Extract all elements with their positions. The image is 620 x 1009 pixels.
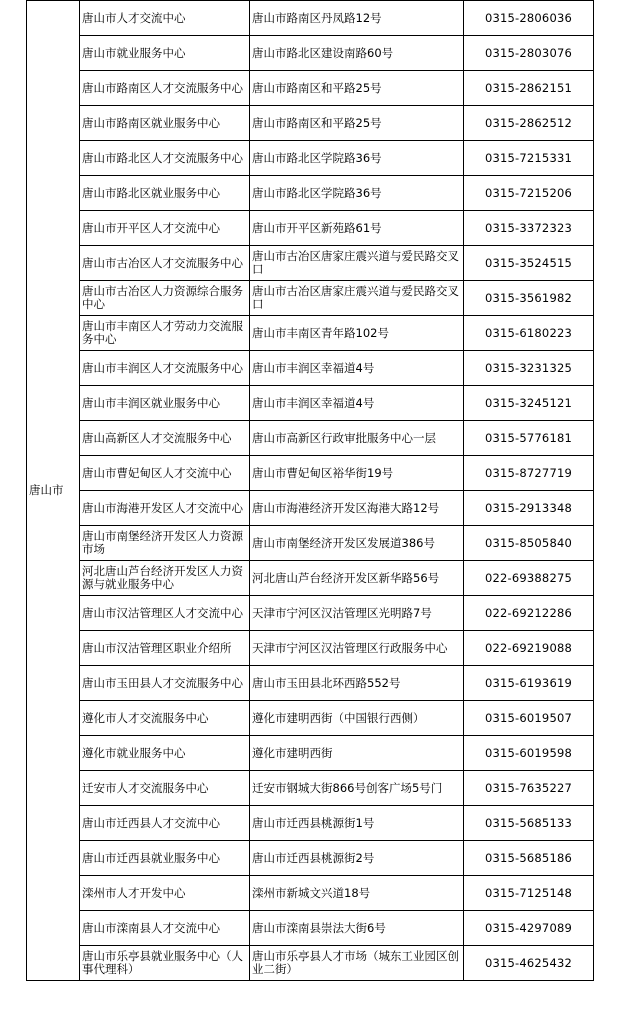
phone-cell: 022-69219088 [464, 631, 594, 666]
phone-cell: 0315-6180223 [464, 316, 594, 351]
phone-cell: 0315-7215331 [464, 141, 594, 176]
table-row [27, 876, 594, 911]
table-row [27, 176, 594, 211]
org-name-cell: 唐山市就业服务中心 [80, 36, 250, 71]
phone-cell: 0315-4625432 [464, 946, 594, 981]
org-name-cell: 唐山市曹妃甸区人才交流中心 [80, 456, 250, 491]
address-cell: 唐山市迁西县桃源街2号 [250, 841, 464, 876]
directory-table [26, 0, 594, 981]
org-name-cell: 唐山市南堡经济开发区人力资源市场 [80, 526, 250, 561]
table-row [27, 946, 594, 981]
phone-cell: 0315-3245121 [464, 386, 594, 421]
address-cell: 唐山市曹妃甸区裕华街19号 [250, 456, 464, 491]
org-name-cell: 唐山市迁西县就业服务中心 [80, 841, 250, 876]
org-name-cell: 唐山市路南区人才交流服务中心 [80, 71, 250, 106]
table-row [27, 806, 594, 841]
table-row [27, 911, 594, 946]
org-name-cell: 迁安市人才交流服务中心 [80, 771, 250, 806]
address-cell: 唐山市丰润区幸福道4号 [250, 351, 464, 386]
phone-cell: 0315-2803076 [464, 36, 594, 71]
org-name-cell: 唐山市丰南区人才劳动力交流服务中心 [80, 316, 250, 351]
address-cell: 唐山市南堡经济开发区发展道386号 [250, 526, 464, 561]
org-name-cell: 唐山市丰润区人才交流服务中心 [80, 351, 250, 386]
address-cell: 唐山市迁西县桃源街1号 [250, 806, 464, 841]
table-row [27, 736, 594, 771]
address-cell: 唐山市古冶区唐家庄震兴道与爱民路交叉口 [250, 246, 464, 281]
address-cell: 天津市宁河区汉沽管理区行政服务中心 [250, 631, 464, 666]
address-cell: 唐山市古冶区唐家庄震兴道与爱民路交叉口 [250, 281, 464, 316]
org-name-cell: 滦州市人才开发中心 [80, 876, 250, 911]
table-row [27, 106, 594, 141]
table-row [27, 841, 594, 876]
address-cell: 唐山市路南区和平路25号 [250, 106, 464, 141]
table-row [27, 71, 594, 106]
org-name-cell: 唐山市路南区就业服务中心 [80, 106, 250, 141]
phone-cell: 0315-5685133 [464, 806, 594, 841]
address-cell: 唐山市路北区学院路36号 [250, 141, 464, 176]
phone-cell: 0315-4297089 [464, 911, 594, 946]
org-name-cell: 唐山市乐亭县就业服务中心（人事代理科） [80, 946, 250, 981]
phone-cell: 0315-7635227 [464, 771, 594, 806]
phone-cell: 0315-2862512 [464, 106, 594, 141]
phone-cell: 0315-6193619 [464, 666, 594, 701]
address-cell: 唐山市乐亭县人才市场（城东工业园区创业二街） [250, 946, 464, 981]
table-row [27, 211, 594, 246]
address-cell: 唐山市滦南县崇法大街6号 [250, 911, 464, 946]
phone-cell: 022-69388275 [464, 561, 594, 596]
address-cell: 唐山市玉田县北环西路552号 [250, 666, 464, 701]
org-name-cell: 唐山市路北区人才交流服务中心 [80, 141, 250, 176]
org-name-cell: 唐山市滦南县人才交流中心 [80, 911, 250, 946]
address-cell: 遵化市建明西街（中国银行西侧） [250, 701, 464, 736]
phone-cell: 0315-2913348 [464, 491, 594, 526]
address-cell: 唐山市海港经济开发区海港大路12号 [250, 491, 464, 526]
phone-cell: 0315-7125148 [464, 876, 594, 911]
phone-cell: 0315-8727719 [464, 456, 594, 491]
table-row [27, 561, 594, 596]
address-cell: 唐山市丰润区幸福道4号 [250, 386, 464, 421]
table-row [27, 526, 594, 561]
org-name-cell: 唐山市迁西县人才交流中心 [80, 806, 250, 841]
org-name-cell: 唐山市古冶区人才交流服务中心 [80, 246, 250, 281]
table-row [27, 456, 594, 491]
table-row [27, 666, 594, 701]
org-name-cell: 唐山市汉沽管理区人才交流中心 [80, 596, 250, 631]
org-name-cell: 唐山市玉田县人才交流服务中心 [80, 666, 250, 701]
table-row [27, 36, 594, 71]
table-row [27, 421, 594, 456]
org-name-cell: 唐山市古冶区人力资源综合服务中心 [80, 281, 250, 316]
org-name-cell: 唐山市路北区就业服务中心 [80, 176, 250, 211]
table-row [27, 316, 594, 351]
org-name-cell: 遵化市人才交流服务中心 [80, 701, 250, 736]
org-name-cell: 唐山市汉沽管理区职业介绍所 [80, 631, 250, 666]
org-name-cell: 唐山高新区人才交流服务中心 [80, 421, 250, 456]
address-cell: 唐山市路南区丹凤路12号 [250, 1, 464, 36]
phone-cell: 0315-5685186 [464, 841, 594, 876]
phone-cell: 0315-2862151 [464, 71, 594, 106]
address-cell: 滦州市新城文兴道18号 [250, 876, 464, 911]
table-row [27, 491, 594, 526]
phone-cell: 0315-3372323 [464, 211, 594, 246]
phone-cell: 0315-5776181 [464, 421, 594, 456]
table-row [27, 141, 594, 176]
org-name-cell: 唐山市开平区人才交流中心 [80, 211, 250, 246]
address-cell: 唐山市路南区和平路25号 [250, 71, 464, 106]
phone-cell: 0315-3231325 [464, 351, 594, 386]
address-cell: 迁安市钢城大街866号创客广场5号门 [250, 771, 464, 806]
address-cell: 唐山市高新区行政审批服务中心一层 [250, 421, 464, 456]
address-cell: 河北唐山芦台经济开发区新华路56号 [250, 561, 464, 596]
table-row [27, 281, 594, 316]
table-row [27, 771, 594, 806]
address-cell: 遵化市建明西街 [250, 736, 464, 771]
address-cell: 唐山市路北区建设南路60号 [250, 36, 464, 71]
phone-cell: 0315-3561982 [464, 281, 594, 316]
phone-cell: 0315-2806036 [464, 1, 594, 36]
table-row [27, 1, 594, 36]
phone-cell: 0315-6019507 [464, 701, 594, 736]
table-row [27, 246, 594, 281]
phone-cell: 0315-7215206 [464, 176, 594, 211]
table-row [27, 631, 594, 666]
address-cell: 唐山市丰南区青年路102号 [250, 316, 464, 351]
phone-cell: 0315-3524515 [464, 246, 594, 281]
org-name-cell: 河北唐山芦台经济开发区人力资源与就业服务中心 [80, 561, 250, 596]
address-cell: 天津市宁河区汉沽管理区光明路7号 [250, 596, 464, 631]
address-cell: 唐山市开平区新苑路61号 [250, 211, 464, 246]
table-row [27, 596, 594, 631]
address-cell: 唐山市路北区学院路36号 [250, 176, 464, 211]
table-row [27, 701, 594, 736]
org-name-cell: 唐山市人才交流中心 [80, 1, 250, 36]
phone-cell: 022-69212286 [464, 596, 594, 631]
org-name-cell: 遵化市就业服务中心 [80, 736, 250, 771]
table-row [27, 386, 594, 421]
phone-cell: 0315-6019598 [464, 736, 594, 771]
city-cell: 唐山市 [27, 1, 80, 981]
org-name-cell: 唐山市海港开发区人才交流中心 [80, 491, 250, 526]
phone-cell: 0315-8505840 [464, 526, 594, 561]
directory-body [27, 1, 594, 981]
table-row [27, 351, 594, 386]
org-name-cell: 唐山市丰润区就业服务中心 [80, 386, 250, 421]
